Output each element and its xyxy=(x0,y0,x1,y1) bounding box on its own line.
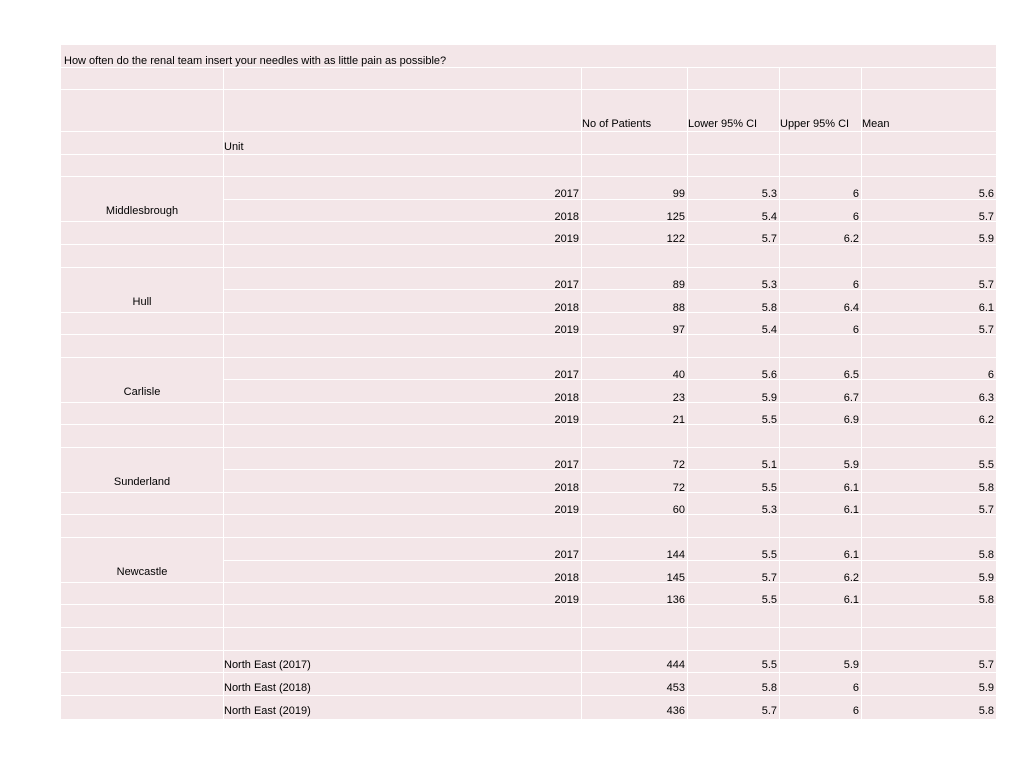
mean-cell: 6.3 xyxy=(978,391,994,404)
year-cell: 2017 xyxy=(554,369,579,381)
mean-cell: 5.5 xyxy=(978,459,994,471)
total-lower-ci-cell: 5.8 xyxy=(761,682,777,694)
patients-cell: 136 xyxy=(666,594,685,606)
mean-cell: 5.8 xyxy=(978,549,994,561)
upper-ci-cell: 6.9 xyxy=(843,414,859,426)
column-header-upper-ci: Upper 95% CI xyxy=(780,118,850,130)
patients-cell: 23 xyxy=(672,391,685,404)
lower-ci-cell: 5.7 xyxy=(761,571,777,584)
mean-cell: 5.8 xyxy=(978,594,994,606)
unit-label: Hull xyxy=(132,296,152,308)
year-cell: 2017 xyxy=(554,549,579,561)
patients-cell: 125 xyxy=(666,210,685,223)
patients-cell: 88 xyxy=(672,301,685,314)
gridline-h xyxy=(61,357,996,358)
upper-ci-cell: 6.2 xyxy=(843,571,859,584)
year-cell: 2018 xyxy=(554,571,579,584)
lower-ci-cell: 5.8 xyxy=(761,301,777,314)
year-cell: 2019 xyxy=(554,414,579,426)
year-cell: 2018 xyxy=(554,391,579,404)
lower-ci-cell: 5.3 xyxy=(761,188,777,200)
patients-cell: 40 xyxy=(672,369,685,381)
gridline-h xyxy=(61,67,996,68)
patients-cell: 145 xyxy=(666,571,685,584)
gridline-h xyxy=(61,89,996,90)
lower-ci-cell: 5.3 xyxy=(761,279,777,291)
patients-cell: 144 xyxy=(666,549,685,561)
upper-ci-cell: 5.9 xyxy=(843,459,859,471)
gridline-h xyxy=(61,695,996,696)
year-cell: 2018 xyxy=(554,481,579,494)
mean-cell: 5.7 xyxy=(978,504,994,516)
lower-ci-cell: 5.9 xyxy=(761,391,777,404)
gridline-h xyxy=(61,672,996,673)
data-table xyxy=(61,45,996,719)
year-cell: 2019 xyxy=(554,594,579,606)
unit-label: Middlesbrough xyxy=(105,205,179,217)
patients-cell: 72 xyxy=(672,481,685,494)
year-cell: 2018 xyxy=(554,210,579,223)
mean-cell: 5.8 xyxy=(978,481,994,494)
lower-ci-cell: 5.5 xyxy=(761,481,777,494)
gridline-h xyxy=(61,176,996,177)
gridline-h xyxy=(61,131,996,132)
upper-ci-cell: 6.1 xyxy=(843,481,859,494)
year-cell: 2017 xyxy=(554,459,579,471)
gridline-h xyxy=(61,537,996,538)
total-lower-ci-cell: 5.7 xyxy=(761,705,777,717)
mean-cell: 5.9 xyxy=(978,571,994,584)
upper-ci-cell: 6 xyxy=(852,188,859,200)
total-label-cell: North East (2019) xyxy=(224,705,311,717)
patients-cell: 99 xyxy=(672,188,685,200)
gridline-h xyxy=(61,267,996,268)
lower-ci-cell: 5.3 xyxy=(761,504,777,516)
column-header-lower-ci: Lower 95% CI xyxy=(688,118,758,130)
patients-cell: 21 xyxy=(672,414,685,426)
total-upper-ci-cell: 5.9 xyxy=(843,659,859,671)
column-header-mean: Mean xyxy=(862,118,890,130)
patients-cell: 60 xyxy=(672,504,685,516)
year-cell: 2017 xyxy=(554,279,579,291)
lower-ci-cell: 5.4 xyxy=(761,210,777,223)
mean-cell: 5.6 xyxy=(978,188,994,200)
gridline-h xyxy=(61,154,996,155)
total-label-cell: North East (2017) xyxy=(224,659,311,671)
patients-cell: 89 xyxy=(672,279,685,291)
gridline-h xyxy=(61,447,996,448)
upper-ci-cell: 6 xyxy=(852,324,859,336)
unit-label: Newcastle xyxy=(116,566,168,578)
gridline-h xyxy=(61,627,996,628)
total-mean-cell: 5.7 xyxy=(978,659,994,671)
upper-ci-cell: 6.1 xyxy=(843,594,859,606)
total-mean-cell: 5.8 xyxy=(978,705,994,717)
unit-label: Sunderland xyxy=(113,476,171,488)
total-label-cell: North East (2018) xyxy=(224,682,311,694)
total-patients-cell: 453 xyxy=(666,682,685,694)
mean-cell: 5.7 xyxy=(978,324,994,336)
unit-label: Carlisle xyxy=(123,386,161,398)
lower-ci-cell: 5.6 xyxy=(761,369,777,381)
mean-cell: 6.2 xyxy=(978,414,994,426)
patients-cell: 72 xyxy=(672,459,685,471)
mean-cell: 6.1 xyxy=(978,301,994,314)
upper-ci-cell: 6 xyxy=(852,210,859,223)
mean-cell: 5.7 xyxy=(978,210,994,223)
column-header-patients: No of Patients xyxy=(582,118,652,130)
lower-ci-cell: 5.5 xyxy=(761,594,777,606)
upper-ci-cell: 6.2 xyxy=(843,233,859,245)
total-lower-ci-cell: 5.5 xyxy=(761,659,777,671)
unit-header: Unit xyxy=(224,141,244,153)
lower-ci-cell: 5.1 xyxy=(761,459,777,471)
upper-ci-cell: 6 xyxy=(852,279,859,291)
upper-ci-cell: 6.1 xyxy=(843,549,859,561)
upper-ci-cell: 6.1 xyxy=(843,504,859,516)
total-upper-ci-cell: 6 xyxy=(852,705,859,717)
total-patients-cell: 436 xyxy=(666,705,685,717)
lower-ci-cell: 5.4 xyxy=(761,324,777,336)
lower-ci-cell: 5.5 xyxy=(761,414,777,426)
year-cell: 2019 xyxy=(554,233,579,245)
total-mean-cell: 5.9 xyxy=(978,682,994,694)
year-cell: 2019 xyxy=(554,504,579,516)
year-cell: 2017 xyxy=(554,188,579,200)
table-title: How often do the renal team insert your needles with as little pain as possible? xyxy=(64,55,447,67)
mean-cell: 5.9 xyxy=(978,233,994,245)
patients-cell: 122 xyxy=(666,233,685,245)
gridline-h xyxy=(61,650,996,651)
upper-ci-cell: 6.4 xyxy=(843,301,859,314)
lower-ci-cell: 5.5 xyxy=(761,549,777,561)
mean-cell: 5.7 xyxy=(978,279,994,291)
total-patients-cell: 444 xyxy=(666,659,685,671)
year-cell: 2019 xyxy=(554,324,579,336)
upper-ci-cell: 6.5 xyxy=(843,369,859,381)
lower-ci-cell: 5.7 xyxy=(761,233,777,245)
patients-cell: 97 xyxy=(672,324,685,336)
mean-cell: 6 xyxy=(987,369,994,381)
year-cell: 2018 xyxy=(554,301,579,314)
upper-ci-cell: 6.7 xyxy=(843,391,859,404)
total-upper-ci-cell: 6 xyxy=(852,682,859,694)
